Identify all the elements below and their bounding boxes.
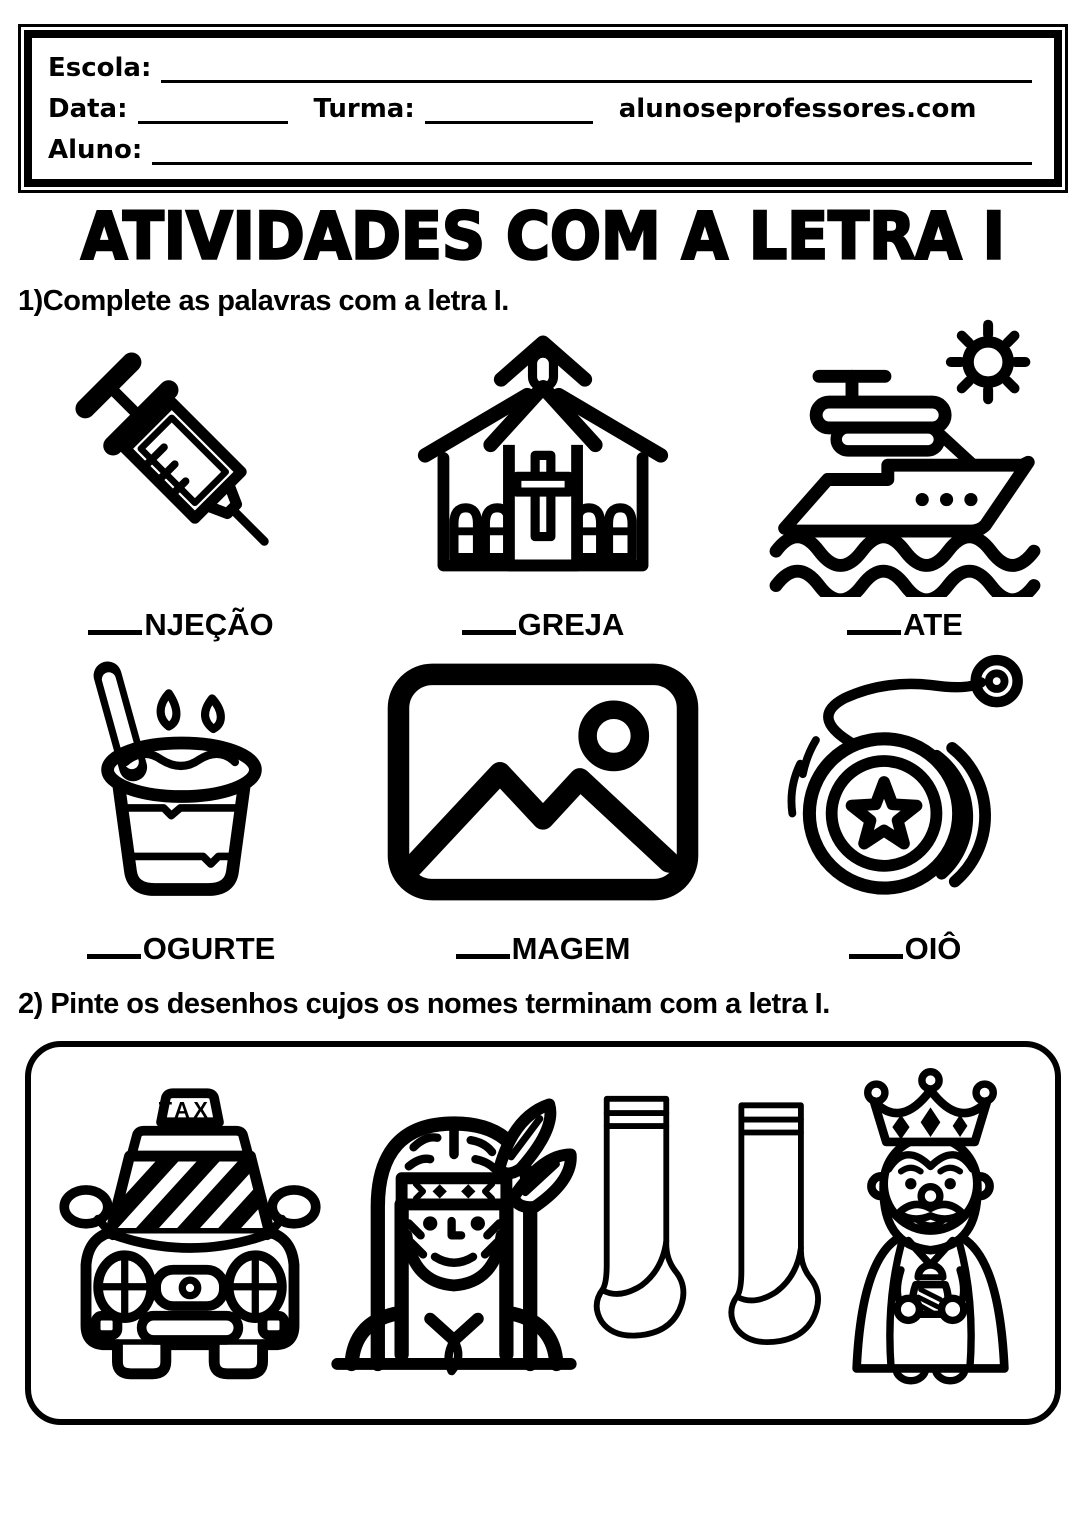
word-label: ATE [903,607,963,642]
church-icon [412,327,674,589]
exercise1-item-imagem [362,646,724,970]
exercise1-grid [0,322,1086,970]
taxi-icon [57,1081,323,1386]
school-label: Escola: [48,53,152,83]
class-label: Turma: [313,94,415,124]
page-title: ATIVIDADES COM A LETRA I [81,199,1005,275]
yoyo-icon [774,651,1036,913]
word-label: OIÔ [904,931,962,966]
exercise1-item-igreja [362,322,724,646]
exercise1-item-ioio [724,646,1086,970]
website-text: alunoseprofessores.com [618,94,977,124]
syringe-icon [50,327,312,589]
header-row-date-class [48,93,1032,124]
header-row-school [48,52,1032,83]
socks-icon [586,1091,832,1376]
exercise1-item-iate [724,322,1086,646]
exercise1-instruction: 1)Complete as palavras com a letra I. [18,285,509,317]
answer-blank [456,924,510,959]
header-row-student [48,134,1032,165]
king-icon [832,1068,1029,1398]
header-inner [24,30,1062,187]
word-label: GREJA [517,607,625,642]
taxi-sign-text: TAXI [158,1096,222,1122]
exercise1-item-iogurte [0,646,362,970]
sock-right [731,1105,818,1342]
exercise2-instruction: 2) Pinte os desenhos cujos os nomes terminam com a letra I. [18,988,830,1020]
answer-blank [88,600,142,635]
word-label: NJEÇÃO [144,607,274,642]
class-blank-line [425,93,593,124]
picture-icon [383,659,703,905]
answer-blank [87,924,141,959]
header-box [18,24,1068,193]
sock-left [596,1098,683,1335]
school-blank-line [161,52,1032,83]
date-label: Data: [48,94,128,124]
answer-blank [847,600,901,635]
answer-blank [849,924,903,959]
word-label: MAGEM [511,931,631,966]
exercise1-item-injecao [0,322,362,646]
exercise2-box [25,1041,1061,1425]
word-label: OGURTE [142,931,276,966]
date-blank-line [138,93,288,124]
yogurt-icon [54,650,309,915]
student-label: Aluno: [48,135,143,165]
yacht-icon [761,319,1049,597]
student-blank-line [152,134,1032,165]
answer-blank [462,600,516,635]
indian-woman-icon [323,1083,585,1383]
